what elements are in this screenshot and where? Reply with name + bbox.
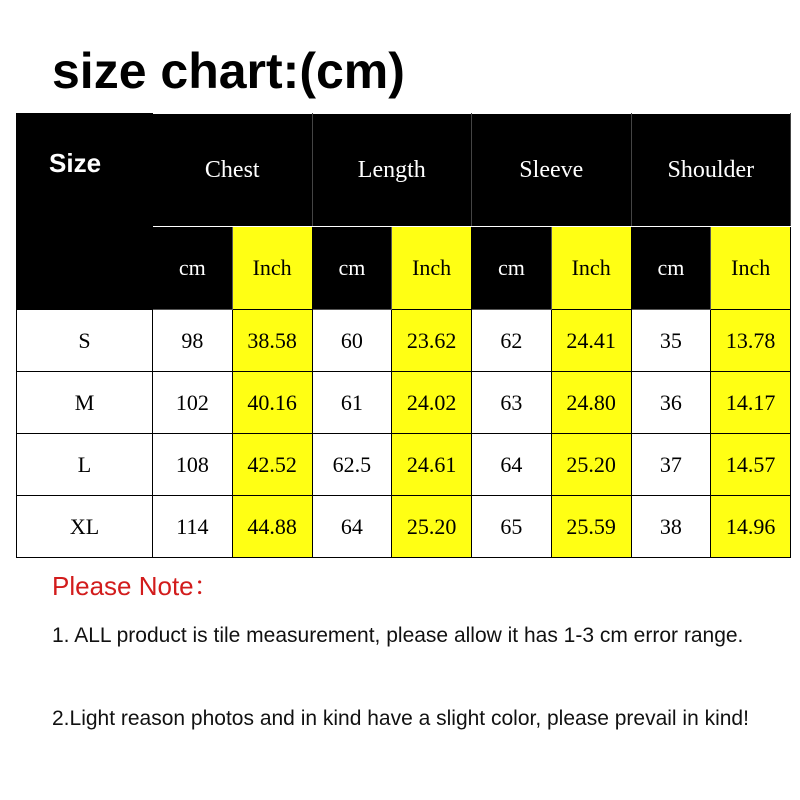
table-cell: 37 <box>631 434 711 496</box>
table-cell: 14.17 <box>711 372 791 434</box>
size-label: M <box>17 372 153 434</box>
chest-header: Chest <box>153 114 313 227</box>
table-cell: 25.20 <box>392 496 472 558</box>
table-cell: 24.80 <box>551 372 631 434</box>
note-line-1: 1. ALL product is tile measurement, please allow it has 1-3 cm error range. <box>52 624 744 647</box>
table-cell: 63 <box>472 372 552 434</box>
note-line-2: 2.Light reason photos and in kind have a slight color, please prevail in kind! <box>52 707 749 730</box>
table-row <box>17 434 791 496</box>
table-cell: 23.62 <box>392 310 472 372</box>
table-cell: 64 <box>472 434 552 496</box>
unit-cm-header: cm <box>153 227 233 310</box>
unit-inch-header: Inch <box>232 227 312 310</box>
table-cell: 35 <box>631 310 711 372</box>
size-label: L <box>17 434 153 496</box>
page-title: size chart:(cm) <box>52 43 405 99</box>
unit-inch-header: Inch <box>551 227 631 310</box>
table-cell: 36 <box>631 372 711 434</box>
table-row <box>17 372 791 434</box>
sleeve-header: Sleeve <box>472 114 632 227</box>
table-cell: 38.58 <box>232 310 312 372</box>
size-label: S <box>17 310 153 372</box>
length-header: Length <box>312 114 472 227</box>
table-cell: 14.57 <box>711 434 791 496</box>
table-cell: 102 <box>153 372 233 434</box>
unit-cm-header: cm <box>312 227 392 310</box>
unit-cm-header: cm <box>472 227 552 310</box>
size-label: XL <box>17 496 153 558</box>
table-cell: 64 <box>312 496 392 558</box>
table-cell: 61 <box>312 372 392 434</box>
table-cell: 25.59 <box>551 496 631 558</box>
table-header-row <box>17 114 791 227</box>
table-row <box>17 496 791 558</box>
table-cell: 108 <box>153 434 233 496</box>
table-cell: 62.5 <box>312 434 392 496</box>
table-cell: 24.41 <box>551 310 631 372</box>
table-row <box>17 310 791 372</box>
size-header: Size <box>17 114 153 310</box>
unit-inch-header: Inch <box>711 227 791 310</box>
table-cell: 40.16 <box>232 372 312 434</box>
table-cell: 14.96 <box>711 496 791 558</box>
table-cell: 38 <box>631 496 711 558</box>
table-cell: 114 <box>153 496 233 558</box>
table-cell: 24.02 <box>392 372 472 434</box>
table-cell: 44.88 <box>232 496 312 558</box>
note-title: Please Note： <box>52 571 220 601</box>
unit-inch-header: Inch <box>392 227 472 310</box>
table-cell: 62 <box>472 310 552 372</box>
table-cell: 65 <box>472 496 552 558</box>
table-cell: 42.52 <box>232 434 312 496</box>
shoulder-header: Shoulder <box>631 114 791 227</box>
table-cell: 60 <box>312 310 392 372</box>
table-cell: 98 <box>153 310 233 372</box>
size-chart-table <box>16 113 791 558</box>
table-cell: 24.61 <box>392 434 472 496</box>
unit-cm-header: cm <box>631 227 711 310</box>
table-cell: 25.20 <box>551 434 631 496</box>
table-cell: 13.78 <box>711 310 791 372</box>
